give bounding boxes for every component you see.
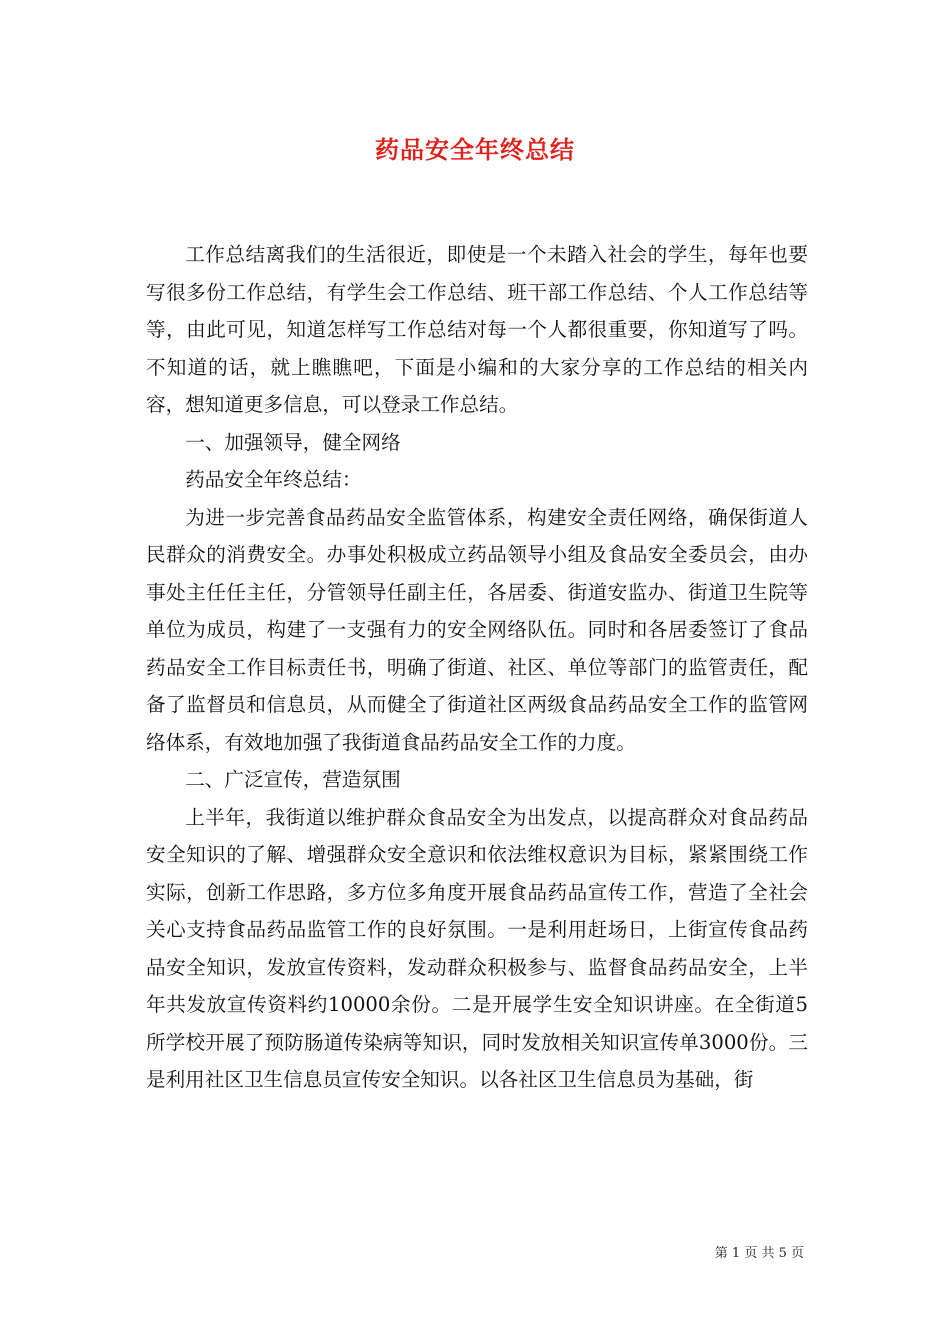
document-title: 药品安全年终总结 bbox=[375, 135, 575, 164]
page-number-footer: 第 1 页 共 5 页 bbox=[714, 1246, 804, 1261]
section-1-paragraph: 为进一步完善食品药品安全监管体系，构建安全责任网络，确保街道人民群众的消费安全。办事处积极成立药品领导小组及食品安全委员会，由办事处主任任主任，分管领导任副主任，各居委、街道安监办、街道卫生院等单位为成员，构建了一支强有力的安全网络队伍。同时和各居委签订了食品药品安全工作目标责任书，明确了街道、社区、单位等部门的监管责任，配备了监督员和信息员，从而健全了街道社区两级食品药品安全工作的监管网络体系，有效地加强了我街道食品药品安全工作的力度。 bbox=[146, 505, 808, 754]
section-heading-1: 一、加强领导，健全网络 bbox=[185, 430, 401, 454]
section-heading-2: 二、广泛宣传，营造氛围 bbox=[185, 768, 401, 791]
section-2-paragraph: 上半年，我街道以维护群众食品安全为出发点，以提高群众对食品药品安全知识的了解、增强群众安全意识和依法维权意识为目标，紧紧围绕工作实际，创新工作思路，多方位多角度开展食品药品宣传工作，营造了全社会关心支持食品药品监管工作的良好氛围。一是利用赶场日，上街宣传食品药品安全知识，发放宣传资料，发动群众积极参与、监督食品药品安全，上半年共发放宣传资料约10000余份。二是开展学生安全知识讲座。在全街道5所学校开展了预防肠道传染病等知识，同时发放相关知识宣传单3000份。三是利用社区卫生信息员宣传安全知识。以各社区卫生信息员为基础，街 bbox=[146, 805, 808, 1091]
summary-label: 药品安全年终总结： bbox=[185, 468, 362, 491]
intro-paragraph: 工作总结离我们的生活很近，即使是一个未踏入社会的学生，每年也要写很多份工作总结，有学生会工作总结、班干部工作总结、个人工作总结等等，由此可见，知道怎样写工作总结对每一个人都很重要，你知道写了吗。不知道的话，就上瞧瞧吧，下面是小编和的大家分享的工作总结的相关内容，想知道更多信息，可以登录工作总结。 bbox=[146, 243, 808, 416]
document-body bbox=[146, 236, 808, 1099]
